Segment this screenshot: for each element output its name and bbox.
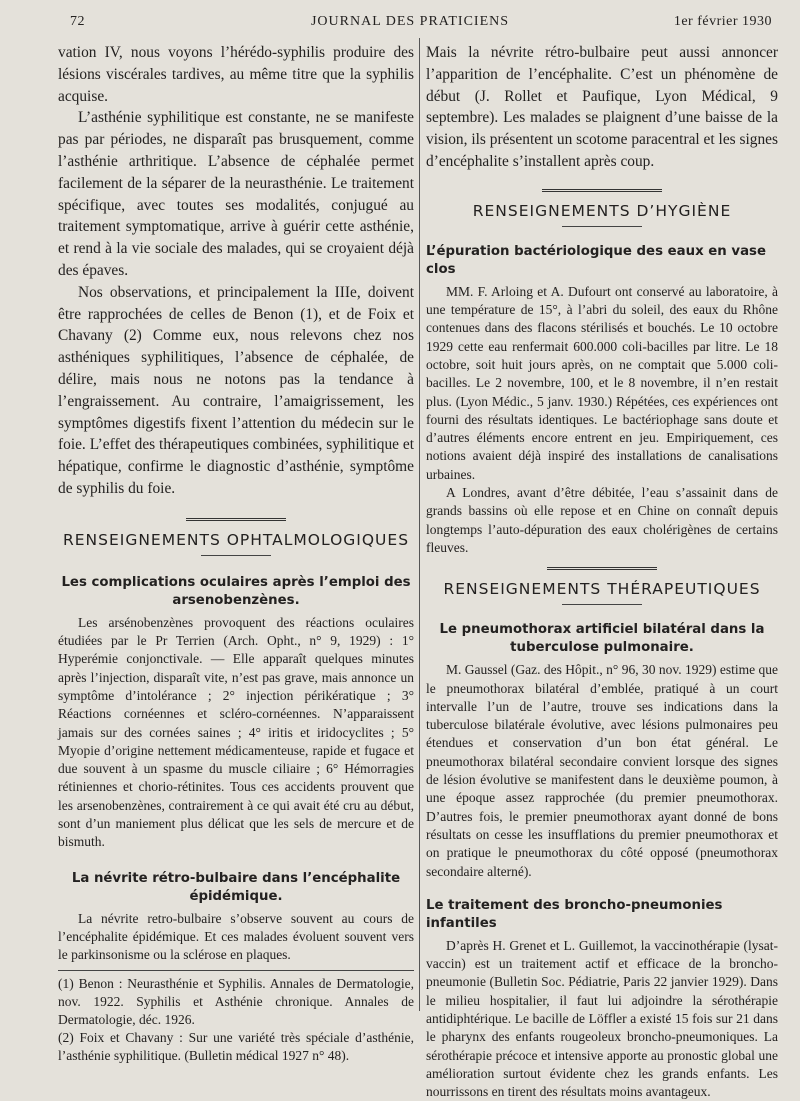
section-heading: RENSEIGNEMENTS THÉRAPEUTIQUES	[443, 580, 761, 599]
paragraph: Les arsénobenzènes provoquent des réactions oculaires étudiées par le Pr Terrien (Arch. Opht., n° 9, 1929) : 1° Hyperémie conjonctivale. — Elle apparaît quelques minutes après l’injection, disparaît vite, n’est pas grave, mais annonce un symptôme d’intolérance ; 2° injection périkératique ; 3° Réactions cornéennes et scléro-cornéennes. N’apparaissent jamais sur des cornées saines ; 4° iritis et iridocyclites ; 5° Myopie d’origine nettement médicamenteuse, rapide et fugace et due souvent à un spasme du muscle ciliaire ; 6° Hémorragies rétiniennes et chorio-rétinites. Tous ces accidents prouvent que les arsenobenzènes, contrairement à ce qui avait été cru au début, sont d’un maniement plus délicat que les sels de mercure et de bismuth.	[58, 614, 414, 850]
separator-rule	[547, 567, 657, 570]
footnotes	[58, 975, 414, 1065]
section-heading: RENSEIGNEMENTS OPHTALMOLOGIQUES	[62, 530, 410, 549]
separator-rule	[542, 189, 662, 192]
right-column	[426, 42, 778, 1100]
article-title: Le pneumothorax artificiel bilatéral dans la tuberculose pulmonaire.	[439, 622, 765, 656]
footnote-1: (1) Benon : Neurasthénie et Syphilis. Annales de Dermatologie, nov. 1922. Syphilis et Asthénie chronique. Annales de Dermatologie, déc. 1926.	[58, 976, 414, 1028]
journal-title: JOURNAL DES PRATICIENS	[310, 14, 510, 29]
paragraph: A Londres, avant d’être débitée, l’eau s’assainit dans de grands bassins où elle repose et en Chine on connaît depuis longtemps l’auto-dépuration des eaux cholérigènes de certains fleuves.	[426, 485, 778, 555]
paragraph: Nos observations, et principalement la IIIe, doivent être rapprochées de celles de Benon (1), et de Foix et Chavany (2) Comme eux, nous relevons chez nos asthéniques syphilitiques, l’absence de céphalée, de délire, mais nous ne notons pas la tendance à l’engraissement. Au contraire, l’amaigrissement, les symptômes digestifs fixent l’attention du médecin sur le foie. L’effet des thérapeutiques combinées, syphilitique et hépatique, confirme le diagnostic d’asthénie, symptôme de syphilis du foie.	[58, 283, 414, 497]
paragraph: vation IV, nous voyons l’hérédo-syphilis produire des lésions viscérales tardives, au même titre que la syphilis acquise.	[58, 44, 414, 105]
page-number: 72	[70, 14, 85, 29]
footnote-2: (2) Foix et Chavany : Sur une variété très spéciale d’asthénie, l’asthénie syphilitique. (Bulletin médical 1927 n° 48).	[58, 1030, 414, 1064]
paragraph: La névrite retro-bulbaire s’observe souvent au cours de l’encéphalite épidémique. Et ces malades évoluent souvent vers le parkinsonisme ou la sclérose en plaques.	[58, 910, 414, 963]
separator-rule	[186, 518, 286, 521]
article-title: L’épuration bactériologique des eaux en vase clos	[426, 243, 766, 277]
article-title: Les complications oculaires après l’emploi des arsenobenzènes.	[61, 574, 411, 608]
page-header	[48, 12, 772, 34]
article-title: La névrite rétro-bulbaire dans l’encéphalite épidémique.	[71, 870, 401, 904]
paragraph: Mais la névrite rétro-bulbaire peut aussi annoncer l’apparition de l’encéphalite. C’est un phénomène de début (J. Rollet et Paufique, Lyon Médical, 9 septembre). Les malades se plaignent d’une baisse de la vision, ils présentent un scotome paracentral et les signes d’encéphalite s’installent après coup.	[426, 44, 778, 170]
paragraph: MM. F. Arloing et A. Dufourt ont conservé au laboratoire, à une température de 15°, à l’abri du soleil, des eaux du Rhône contenues dans des flacons stérilisés et bouchés. Le 10 octobre 1929 cette eau renfermait 600.000 coli-bacilles par litre. Le 18 octobre, soit huit jours après, on ne comptait que 5.000 coli-bacilles. Le 2 novembre, 100, et le 8 novembre, il n’en restait plus. (Lyon Médic., 5 janv. 1930.) Répétées, ces expériences ont fourni des résultats identiques. Le bactériophage sans doute et d’autres éléments encore entrent en jeu. Empiriquement, ces notions avaient déjà inspiré des installations de canalisations urbaines.	[426, 283, 778, 482]
left-column	[58, 42, 414, 1064]
article-title: Le traitement des broncho-pneumonies infantiles	[426, 897, 723, 931]
paragraph: D’après H. Grenet et L. Guillemot, la vaccinothérapie (lysat-vaccin) est un traitement actif et efficace de la broncho-pneumonie (Bulletin Soc. Pédiatrie, Paris 22 janvier 1929). Dans le milieu hospitalier, il faut lui adjoindre la sérothérapie antidiphtérique. Le bacille de Löffler a existé 15 fois sur 21 dans le pharynx des enfants rougeoleux broncho-pneumoniques. La sérothérapie précoce et intensive apporte au pronostic global une amélioration surtout évidente chez les grands enfants. Les nourrissons en tirent des résultats moins avantageux.	[426, 937, 778, 1100]
section-heading: RENSEIGNEMENTS D’HYGIÈNE	[472, 201, 732, 220]
column-divider	[419, 38, 420, 1011]
issue-date: 1er février 1930	[673, 14, 772, 29]
paragraph: M. Gaussel (Gaz. des Hôpit., n° 96, 30 nov. 1929) estime que le pneumothorax bilatéral d’emblée, pratiqué à un court intervalle l’un de l’autre, trouve ses indications dans la tuberculose bilatérale évolutive, avec lésions pulmonaires peu étendues et conservation d’un bon état général. Le pneumothorax bilatéral secondaire convient lorsque des signes de lésion évolutive se manifestent dans le deuxième poumon, à une époque assez rapprochée (du premier pneumothorax. D’autres fois, le premier pneumothorax ayant donné de bons résultats on cesse les insufflations du premier pneumothorax et on pratique le pneumothorax du côté opposé (pneumothorax secondaire alterné).	[426, 662, 778, 879]
paragraph: L’asthénie syphilitique est constante, ne se manifeste pas par périodes, ne disparaît pas brusquement, comme l’asthénie arthritique. L’absence de céphalée permet facilement de la séparer de la neurasthénie. Le traitement spécifique, avec toutes ses modalités, conjugué au traitement symptomatique, arrive à guérir cette asthénie, et rend à la vie sociale des malades, qui se croyaient déjà des épaves.	[58, 109, 414, 279]
footnote-rule	[58, 970, 414, 971]
